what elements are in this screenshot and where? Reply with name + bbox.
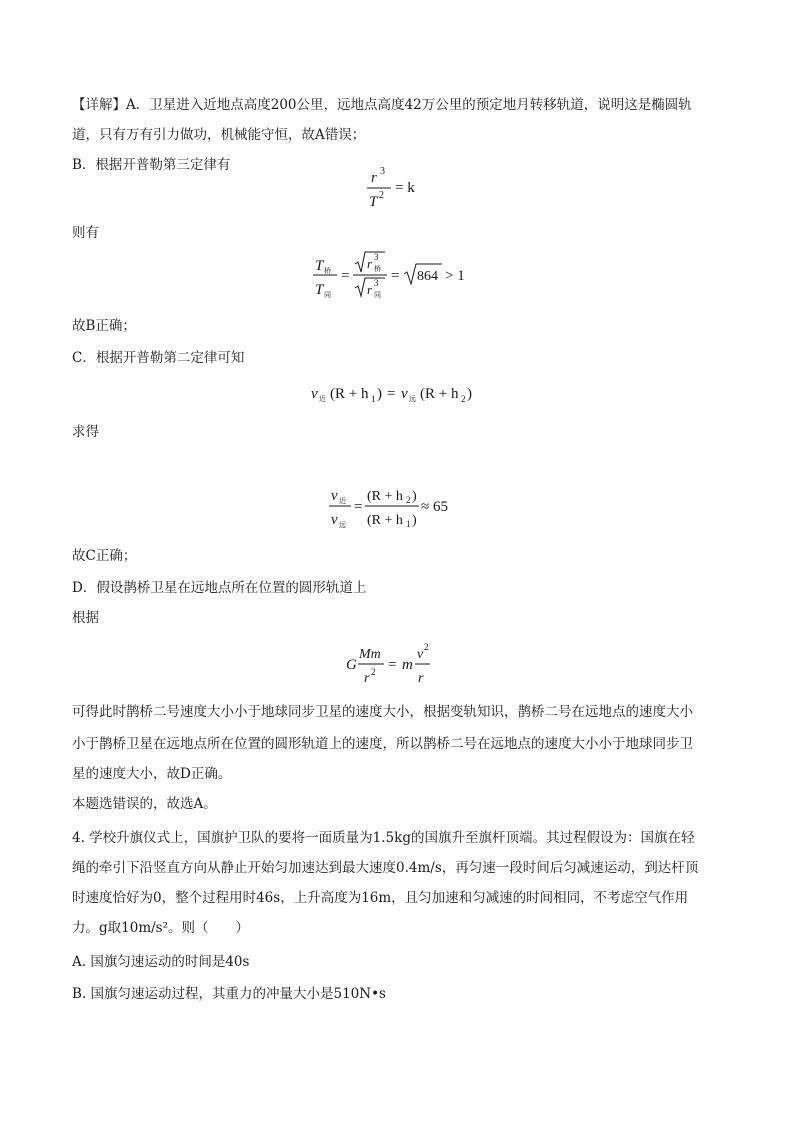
- svg-text:桥: 桥: [374, 265, 381, 273]
- svg-text:T: T: [315, 282, 324, 298]
- svg-text:(R + h: (R + h: [420, 386, 459, 402]
- svg-text:近: 近: [319, 395, 326, 403]
- svg-text:3: 3: [374, 278, 379, 288]
- svg-text:2: 2: [424, 642, 429, 652]
- text-line: B．根据开普勒第三定律有: [72, 157, 231, 173]
- text-line: 小于鹊桥卫星在远地点所在位置的圆形轨道上的速度，所以鹊桥二号在远地点的速度大小小于地球同步卫: [72, 736, 693, 752]
- svg-text:G: G: [346, 657, 357, 673]
- svg-text:2: 2: [406, 495, 411, 505]
- svg-text:3: 3: [374, 252, 379, 262]
- formula-exponent: 2: [379, 190, 384, 201]
- answer-option-b: B. 国旗匀速运动过程，其重力的冲量大小是510N•s: [72, 986, 386, 1002]
- text-line: D．假设鹊桥卫星在远地点所在位置的圆形轨道上: [72, 580, 367, 596]
- text-line: 本题选错误的，故选A。: [72, 796, 217, 812]
- formula-rhs: = k: [395, 180, 415, 196]
- svg-text:): ): [412, 513, 417, 528]
- svg-text:r: r: [418, 671, 424, 686]
- svg-text:=: =: [391, 268, 400, 284]
- svg-text:): ): [377, 386, 382, 402]
- svg-text:=: =: [354, 499, 363, 515]
- question-text: 4. 学校升旗仪式上，国旗护卫队的要将一面质量为1.5kg的国旗升至旗杆顶端。其过程假设为：国旗在轻: [72, 830, 695, 846]
- svg-text:(R + h: (R + h: [367, 513, 403, 528]
- svg-text:≈ 65: ≈ 65: [421, 499, 448, 515]
- text-line: 则有: [72, 225, 99, 241]
- svg-text:1: 1: [371, 394, 376, 404]
- text-line: 可得此时鹊桥二号速度大小小于地球同步卫星的速度大小，根据变轨知识，鹊桥二号在远地点的速度大小: [72, 704, 693, 720]
- svg-text:=: =: [341, 268, 350, 284]
- svg-text:2: 2: [371, 667, 376, 677]
- text-line: 故B正确；: [72, 318, 136, 334]
- svg-text:1: 1: [406, 519, 411, 529]
- svg-text:2: 2: [461, 394, 466, 404]
- text-line: 【详解】A．卫星进入近地点高度200公里，远地点高度42万公里的预定地月转移轨道，说明这是椭圆轨: [72, 97, 692, 113]
- text-line: C．根据开普勒第二定律可知: [72, 350, 245, 366]
- formula-kepler-third: [0, 160, 794, 220]
- text-line: 星的速度大小，故D正确。: [72, 766, 232, 782]
- svg-text:r: r: [364, 671, 370, 686]
- formula-period-ratio: [0, 244, 794, 304]
- question-text: 绳的牵引下沿竖直方向从静止开始匀加速达到最大速度0.4m/s，再匀速一段时间后匀减速运动，到达杆顶: [72, 860, 699, 876]
- svg-text:m: m: [402, 657, 413, 673]
- text-line: 求得: [72, 424, 99, 440]
- svg-text:远: 远: [339, 521, 346, 529]
- question-text: 力。g取10m/s²。则（ ）: [72, 920, 250, 936]
- svg-text:): ): [467, 386, 472, 402]
- formula-denominator: T: [369, 194, 378, 210]
- question-text: 时速度恰好为0，整个过程用时46s，上升高度为16m，且匀加速和匀减速的时间相同，不考虑空气作用: [72, 890, 689, 906]
- svg-text:v: v: [331, 512, 338, 528]
- svg-text:Mm: Mm: [359, 647, 381, 662]
- svg-text:同: 同: [324, 291, 331, 299]
- svg-text:近: 近: [339, 497, 346, 505]
- svg-text:r: r: [367, 256, 373, 271]
- formula-numerator: r: [371, 170, 377, 186]
- svg-text:=: =: [388, 657, 397, 673]
- answer-option-a: A. 国旗匀速运动的时间是40s: [72, 954, 250, 970]
- text-line: 根据: [72, 610, 99, 626]
- svg-text:): ): [412, 489, 417, 504]
- svg-text:=: =: [387, 386, 396, 402]
- svg-text:远: 远: [409, 395, 416, 403]
- svg-text:v: v: [417, 647, 424, 662]
- svg-text:v: v: [331, 488, 338, 504]
- svg-text:> 1: > 1: [445, 268, 465, 284]
- formula-exponent: 3: [380, 166, 385, 177]
- formula-gravity: [0, 636, 794, 696]
- svg-text:v: v: [401, 386, 408, 402]
- svg-text:(R + h: (R + h: [330, 386, 369, 402]
- text-line: 故C正确；: [72, 548, 137, 564]
- svg-text:桥: 桥: [324, 267, 331, 275]
- text-line: 道，只有万有引力做功，机械能守恒，故A错误；: [72, 127, 366, 143]
- svg-text:(R + h: (R + h: [367, 489, 403, 504]
- formula-speed-ratio: [0, 478, 794, 538]
- svg-text:864: 864: [417, 269, 438, 284]
- svg-text:v: v: [311, 386, 318, 402]
- svg-text:r: r: [367, 282, 373, 297]
- svg-text:同: 同: [374, 291, 381, 299]
- svg-text:T: T: [315, 258, 324, 274]
